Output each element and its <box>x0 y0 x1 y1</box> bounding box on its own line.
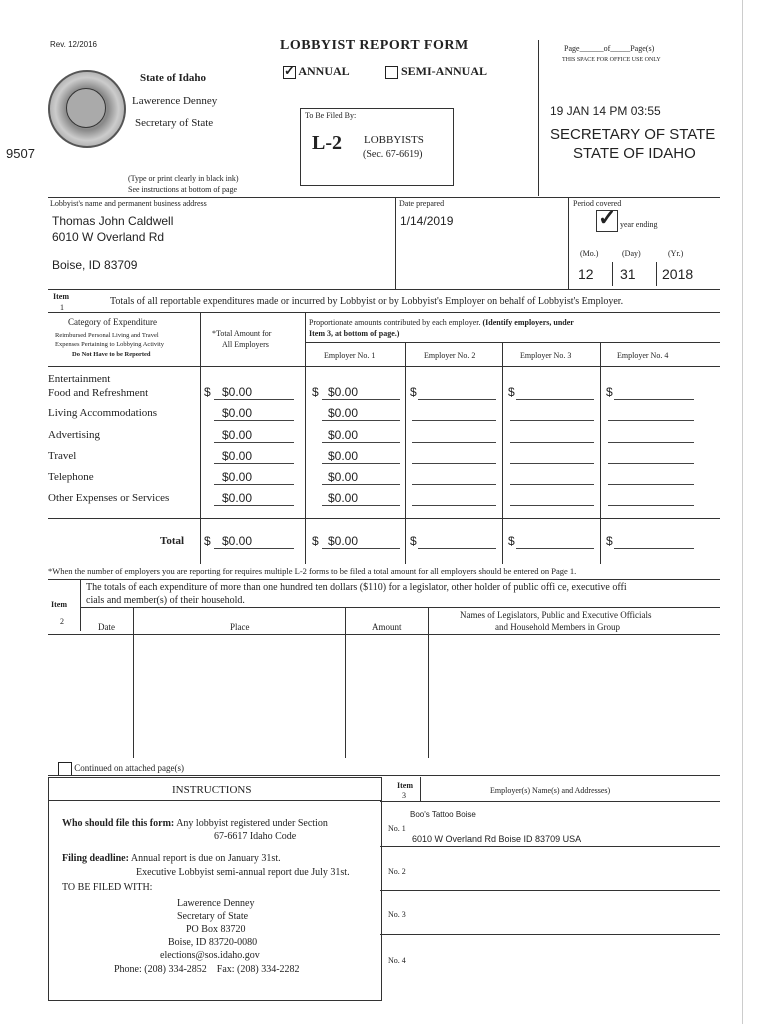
office-use-label: THIS SPACE FOR OFFICE USE ONLY <box>562 57 661 63</box>
footnote: *When the number of employers you are reporting for requires multiple L-2 forms to be filed a total amount for all employers should be entered on Page 1. <box>48 566 577 576</box>
item1-label: Item <box>53 292 69 301</box>
period-year[interactable]: 2018 <box>662 266 694 282</box>
item2-label: Item <box>51 600 67 609</box>
official-title: Secretary of State <box>135 117 214 129</box>
form-code: L-2 <box>312 132 342 154</box>
period-month[interactable]: 12 <box>578 266 594 282</box>
row-other-total[interactable]: $0.00 <box>222 491 253 505</box>
row-food-emp3-dollar: $ <box>508 385 515 399</box>
employer-4-label: No. 4 <box>388 956 406 965</box>
row-advertising-total[interactable]: $0.00 <box>222 428 253 442</box>
addr-po: PO Box 83720 <box>186 924 246 935</box>
day-label: (Day) <box>622 249 641 258</box>
filing-deadline: Filing deadline: Annual report is due on January 31st. <box>62 853 281 864</box>
item1-number: 1 <box>60 303 64 312</box>
to-be-filed-label: To Be Filed By: <box>305 111 357 120</box>
form-title: LOBBYIST REPORT FORM <box>280 38 469 53</box>
addr-phone: Phone: (208) 334-2852 Fax: (208) 334-2282 <box>114 964 300 975</box>
category-note-3: Do Not Have to be Reported <box>72 351 151 358</box>
employer-1-address[interactable]: 6010 W Overland Rd Boise ID 83709 USA <box>412 834 582 844</box>
category-note-1: Reimbursed Personal Living and Travel <box>55 332 159 339</box>
row-telephone-label: Telephone <box>48 471 94 483</box>
total-emp1-dollar: $ <box>312 534 319 548</box>
addr-email[interactable]: elections@sos.idaho.gov <box>160 950 260 961</box>
employer-4-header: Employer No. 4 <box>617 351 669 360</box>
received-stamp-state: STATE OF IDAHO <box>573 145 696 162</box>
annual-checkbox[interactable] <box>283 66 296 79</box>
total-label: Total <box>160 535 185 547</box>
lobbyist-name[interactable]: Thomas John Caldwell <box>52 214 174 228</box>
idaho-seal-icon <box>48 70 126 148</box>
row-food-emp2-dollar: $ <box>410 385 417 399</box>
item1-description: Totals of all reportable expenditures made or incurred by Lobbyist or by Lobbyist's Employer on behalf of Lobbyist's Employer. <box>110 296 624 307</box>
period-covered-label: Period covered <box>573 199 622 208</box>
semi-annual-checkbox[interactable] <box>385 66 398 79</box>
col-names-2: and Household Members in Group <box>495 622 620 632</box>
col-place: Place <box>230 622 250 632</box>
row-food-total[interactable]: $0.00 <box>222 385 253 399</box>
received-stamp-office: SECRETARY OF STATE <box>550 126 716 143</box>
deadline-text-2: Executive Lobbyist semi-annual report due July 31st. <box>136 867 350 878</box>
continued-option[interactable]: Continued on attached page(s) <box>58 762 184 776</box>
row-travel-total[interactable]: $0.00 <box>222 449 253 463</box>
row-food-emp1-dollar: $ <box>312 385 319 399</box>
instructions-title: INSTRUCTIONS <box>172 784 252 796</box>
total-emp4-dollar: $ <box>606 534 613 548</box>
addr-name: Lawerence Denney <box>177 898 255 909</box>
lobbyist-street[interactable]: 6010 W Overland Rd <box>52 230 165 244</box>
category-note-2: Expenses Pertaining to Lobbying Activity <box>55 341 165 348</box>
row-entertainment-label: Entertainment <box>48 373 111 385</box>
row-food-emp4-dollar: $ <box>606 385 613 399</box>
continued-checkbox[interactable] <box>58 762 72 776</box>
year-label: (Yr.) <box>668 249 684 258</box>
item3-label: Item <box>397 781 413 790</box>
year-ending-checkbox[interactable] <box>596 205 618 232</box>
side-number: 9507 <box>6 146 35 161</box>
employer-3-header: Employer No. 3 <box>520 351 572 360</box>
item3-header: Employer(s) Name(s) and Addresses) <box>490 786 611 795</box>
employer-3-label: No. 3 <box>388 910 406 919</box>
addr-city: Boise, ID 83720-0080 <box>168 937 258 948</box>
who-text-2: 67-6617 Idaho Code <box>214 831 297 842</box>
total-all-employers[interactable]: $0.00 <box>222 534 253 548</box>
col-amount: Amount <box>372 622 402 632</box>
section-label: (Sec. 67-6619) <box>363 149 423 160</box>
instructions-note: See instructions at bottom of page <box>128 185 238 194</box>
received-stamp-date: 19 JAN 14 PM 03:55 <box>550 104 661 118</box>
lobbyist-city[interactable]: Boise, ID 83709 <box>52 258 138 272</box>
total-header-1: *Total Amount for <box>212 329 272 338</box>
row-advertising-emp1[interactable]: $0.00 <box>328 428 359 442</box>
employer-1-label: No. 1 <box>388 824 406 833</box>
total-employer-1[interactable]: $0.00 <box>328 534 359 548</box>
row-advertising-label: Advertising <box>48 429 100 441</box>
row-other-emp1[interactable]: $0.00 <box>328 491 359 505</box>
type-note: (Type or print clearly in black ink) <box>128 174 239 183</box>
row-travel-label: Travel <box>48 450 77 462</box>
total-emp3-dollar: $ <box>508 534 515 548</box>
period-day[interactable]: 31 <box>620 266 636 282</box>
state-name: State of Idaho <box>140 72 207 84</box>
row-food-emp1[interactable]: $0.00 <box>328 385 359 399</box>
who-should-file: Who should file this form: Any lobbyist registered under Section <box>62 818 328 829</box>
date-prepared[interactable]: 1/14/2019 <box>400 214 454 228</box>
total-header-2: All Employers <box>222 340 269 349</box>
employer-1-header: Employer No. 1 <box>324 351 376 360</box>
prop-header: Proportionate amounts contributed by each employer. (Identify employers, under <box>309 318 574 327</box>
item2-description-1: The totals of each expenditure of more than one hundred ten dollars ($110) for a legislator, other holder of public offi ce, executive offi <box>86 582 627 593</box>
row-telephone-total[interactable]: $0.00 <box>222 470 253 484</box>
row-food-label: Food and Refreshment <box>48 387 149 399</box>
total-emp2-dollar: $ <box>410 534 417 548</box>
item2-description-2: cials and member(s) of their household. <box>86 595 245 606</box>
row-living-label: Living Accommodations <box>48 407 158 419</box>
annual-option[interactable]: ✓ ANNUAL <box>283 64 350 79</box>
employer-1-name[interactable]: Boo's Tattoo Boise <box>410 810 476 819</box>
col-names-1: Names of Legislators, Public and Executive Officials <box>460 610 652 620</box>
row-living-emp1[interactable]: $0.00 <box>328 406 359 420</box>
year-ending-label: year ending <box>620 220 658 229</box>
row-travel-emp1[interactable]: $0.00 <box>328 449 359 463</box>
col-date: Date <box>98 622 115 632</box>
employer-2-label: No. 2 <box>388 867 406 876</box>
date-prepared-label: Date prepared <box>399 199 445 208</box>
addr-title: Secretary of State <box>177 911 249 922</box>
item2-number: 2 <box>60 617 64 626</box>
month-label: (Mo.) <box>580 249 599 258</box>
row-telephone-emp1[interactable]: $0.00 <box>328 470 359 484</box>
employer-2-header: Employer No. 2 <box>424 351 476 360</box>
row-food-dollar: $ <box>204 385 211 399</box>
row-living-total[interactable]: $0.00 <box>222 406 253 420</box>
lobbyist-address-label: Lobbyist's name and permanent business address <box>50 199 207 208</box>
filed-with-label: TO BE FILED WITH: <box>62 882 153 893</box>
total-dollar: $ <box>204 534 211 548</box>
lobbyists-label: LOBBYISTS <box>364 134 424 146</box>
check-mark-icon: ✓ <box>598 205 617 230</box>
page-counter: Page______of_____Page(s) <box>564 44 655 53</box>
prop-header-2: Item 3, at bottom of page.) <box>309 329 400 338</box>
official-name: Lawerence Denney <box>132 95 218 107</box>
category-header: Category of Expenditure <box>68 317 157 327</box>
semi-annual-option[interactable]: SEMI-ANNUAL <box>385 64 487 79</box>
revision-label: Rev. 12/2016 <box>50 40 97 49</box>
item3-number: 3 <box>402 791 406 800</box>
row-other-label: Other Expenses or Services <box>48 492 170 504</box>
